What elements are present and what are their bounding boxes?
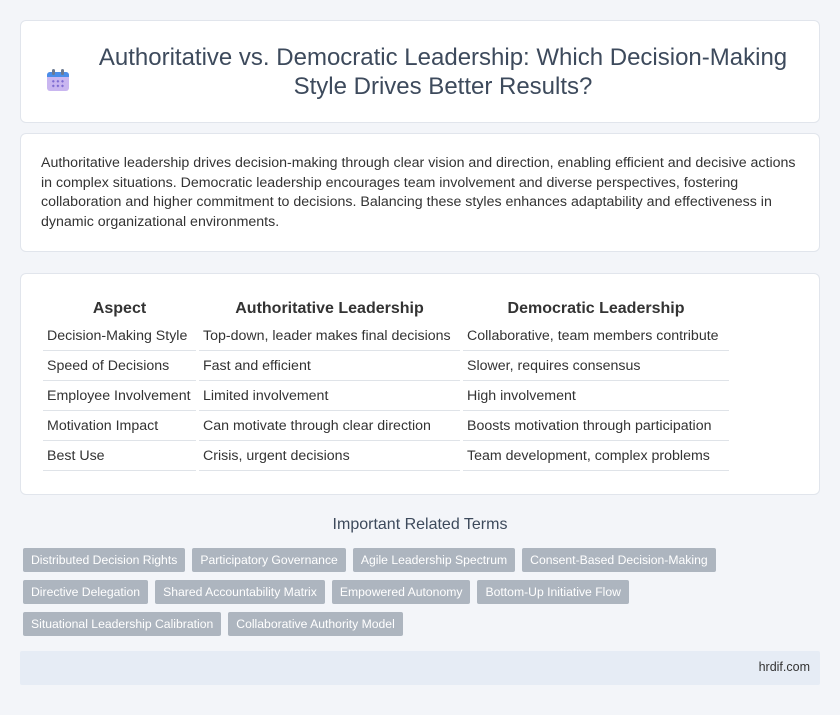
tag-agile-leadership-spectrum[interactable]: Agile Leadership Spectrum	[353, 548, 515, 572]
table-cell: Can motivate through clear direction	[199, 411, 460, 441]
tag-row	[23, 580, 823, 604]
table-cell: High involvement	[463, 381, 729, 411]
table-row	[43, 351, 729, 381]
tag-row	[23, 548, 823, 572]
tag-distributed-decision-rights[interactable]: Distributed Decision Rights	[23, 548, 185, 572]
related-terms-list	[23, 548, 823, 644]
table-cell: Decision-Making Style	[43, 321, 196, 351]
tag-row	[23, 612, 823, 636]
tag-collaborative-authority-model[interactable]: Collaborative Authority Model	[228, 612, 403, 636]
tag-empowered-autonomy[interactable]: Empowered Autonomy	[332, 580, 471, 604]
header-aspect: Aspect	[92, 300, 147, 317]
table-cell: Employee Involvement	[43, 381, 196, 411]
table-header-row	[43, 296, 729, 321]
comparison-table	[40, 296, 732, 471]
page-title: Authoritative vs. Democratic Leadership: Which Decision-Making Style Drives Better Results?	[98, 43, 788, 100]
tag-bottom-up-initiative-flow[interactable]: Bottom-Up Initiative Flow	[477, 580, 628, 604]
table-row	[43, 381, 729, 411]
tag-situational-leadership-calibration[interactable]: Situational Leadership Calibration	[23, 612, 221, 636]
intro-text: Authoritative leadership drives decision-making through clear vision and direction, enabling efficient and decisive actions in complex situations. Democratic leadership encourages team involvement and diverse perspectives, fostering collaboration and higher commitment to decisions. Balancing these styles enhances adaptability and effectiveness in dynamic organizational environments.	[41, 155, 796, 230]
title-wrap	[47, 43, 793, 101]
footer-site-link[interactable]: hrdif.com	[758, 660, 810, 674]
table-cell: Fast and efficient	[199, 351, 460, 381]
comparison-card	[20, 273, 820, 495]
table-cell: Boosts motivation through participation	[463, 411, 729, 441]
related-terms-title: Important Related Terms	[332, 516, 508, 533]
tag-participatory-governance[interactable]: Participatory Governance	[192, 548, 346, 572]
table-cell: Slower, requires consensus	[463, 351, 729, 381]
header-authoritative: Authoritative Leadership	[235, 300, 424, 317]
table-row	[43, 321, 729, 351]
table-cell: Best Use	[43, 441, 196, 471]
table-cell: Crisis, urgent decisions	[199, 441, 460, 471]
table-row	[43, 441, 729, 471]
calendar-icon	[47, 69, 69, 91]
footer	[20, 651, 820, 685]
table-cell: Speed of Decisions	[43, 351, 196, 381]
tag-directive-delegation[interactable]: Directive Delegation	[23, 580, 148, 604]
table-cell: Team development, complex problems	[463, 441, 729, 471]
table-cell: Top-down, leader makes final decisions	[199, 321, 460, 351]
table-cell: Motivation Impact	[43, 411, 196, 441]
tag-consent-based-decision-making[interactable]: Consent-Based Decision-Making	[522, 548, 715, 572]
tag-shared-accountability-matrix[interactable]: Shared Accountability Matrix	[155, 580, 325, 604]
title-card	[20, 20, 820, 123]
intro-card	[20, 133, 820, 252]
table-cell: Limited involvement	[199, 381, 460, 411]
header-democratic: Democratic Leadership	[507, 300, 685, 317]
table-row	[43, 411, 729, 441]
table-cell: Collaborative, team members contribute	[463, 321, 729, 351]
